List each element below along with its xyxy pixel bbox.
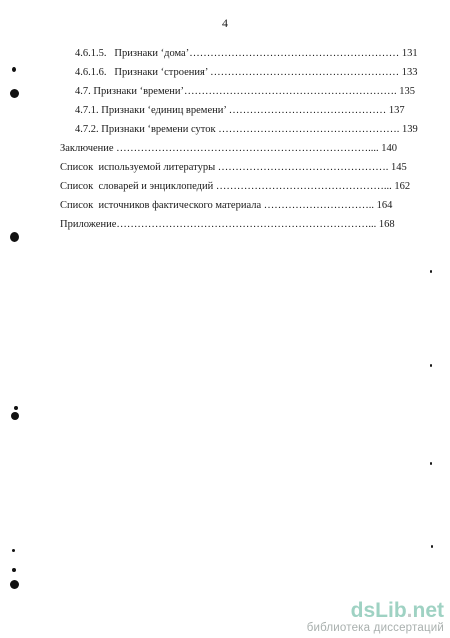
dslib-subtitle: библиотека диссертаций [306,622,444,634]
toc-entry-4-6-1-6: 4.6.1.6. Признаки ‘строения’ ……………………………………………… 133 [75,67,418,78]
punch-hole-mark [11,412,19,420]
toc-entry-4-7-1: 4.7.1. Признаки ‘единиц времени’ ……………………………………… 137 [75,105,405,116]
toc-entry-4-7-2: 4.7.2. Признаки ‘времени суток ……………………………………………. 139 [75,124,418,135]
page-number: 4 [222,16,228,30]
scan-speck [12,67,16,72]
dslib-logo: dsLib.net [350,599,444,622]
scan-speck [431,545,433,548]
scan-speck [430,462,432,465]
scan-speck [14,406,18,410]
dslib-watermark [307,600,444,634]
scan-speck [12,549,15,552]
toc-entry-4-7: 4.7. Признаки ‘времени’……………………………………………………. 135 [75,86,416,97]
toc-entry-conclusion: Заключение ……………………………………………………………….... 140 [60,143,398,154]
toc-entry-appendix: Приложение………………………………………………………………... 168 [60,219,395,230]
toc-entry-references: Список используемой литературы …………………………………………. 145 [60,162,407,173]
punch-hole-mark [10,580,19,589]
toc-entry-4-6-1-5: 4.6.1.5. Признаки ‘дома’…………………………………………………… 131 [75,48,418,59]
toc-entry-dictionaries: Список словарей и энциклопедий …………………………………………... 162 [60,181,411,192]
toc-entry-sources: Список источников фактического материала ………………………….. 164 [60,200,393,211]
scan-speck [12,568,16,572]
punch-hole-mark [10,232,19,242]
punch-hole-mark [10,89,19,98]
scan-speck [430,364,432,367]
scan-speck [430,270,432,273]
